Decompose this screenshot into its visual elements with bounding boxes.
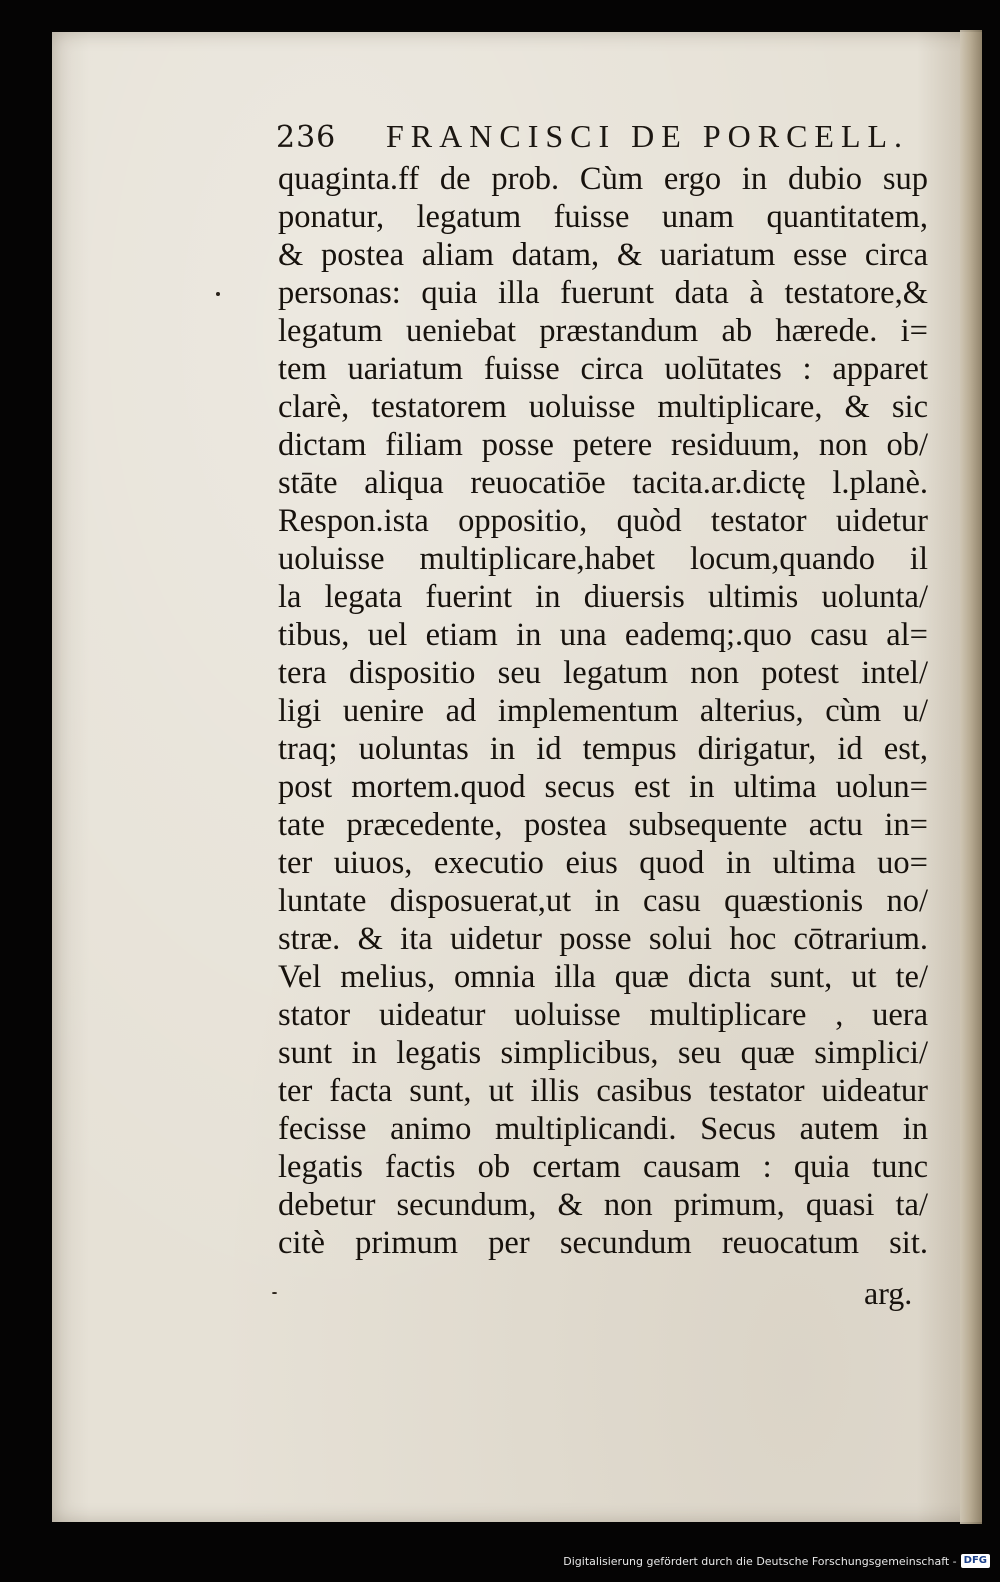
running-head: FRANCISCI DE PORCELL.: [386, 118, 910, 154]
text-line: stræ. & ita uidetur posse solui hoc cōtrarium.: [278, 921, 928, 957]
text-line: stāte aliqua reuocatiōe tacita.ar.dictę l.planè.: [278, 465, 928, 501]
text-line: citè primum per secundum reuocatum sit.: [278, 1225, 928, 1261]
text-line: legatum ueniebat præstandum ab hærede. i=: [278, 313, 928, 349]
text-line: tem uariatum fuisse circa uolūtates : apparet: [278, 351, 928, 387]
dfg-logo: DFG: [961, 1554, 990, 1568]
text-line: fecisse animo multiplicandi. Secus autem in: [278, 1111, 928, 1147]
body-text: [278, 160, 928, 1262]
text-line: post mortem.quod secus est in ultima uolun=: [278, 769, 928, 805]
text-line: debetur secundum, & non primum, quasi ta/: [278, 1187, 928, 1223]
credit-text: Digitalisierung gefördert durch die Deutsche Forschungsgemeinschaft -: [563, 1554, 957, 1568]
page-number: 236: [276, 120, 337, 155]
text-line: legatis factis ob certam causam : quia tunc: [278, 1149, 928, 1185]
digitization-credit: [563, 1551, 990, 1571]
catchword: arg.: [864, 1275, 913, 1311]
text-line: Vel melius, omnia illa quæ dicta sunt, ut te/: [278, 959, 928, 995]
text-line: ponatur, legatum fuisse unam quantitatem,: [278, 199, 928, 235]
text-line: traq; uoluntas in id tempus dirigatur, id est,: [278, 731, 928, 767]
text-line: & postea aliam datam, & uariatum esse circa: [278, 237, 928, 273]
ink-speck: [272, 1292, 277, 1294]
text-line: clarè, testatorem uoluisse multiplicare, & sic: [278, 389, 928, 425]
page-header: [276, 116, 916, 160]
text-line: tate præcedente, postea subsequente actu in=: [278, 807, 928, 843]
text-line: Respon.ista oppositio, quòd testator uidetur: [278, 503, 928, 539]
text-line: quaginta.ff de prob. Cùm ergo in dubio sup: [278, 161, 928, 197]
page-edge: [960, 30, 982, 1524]
text-line: uoluisse multiplicare,habet locum,quando il: [278, 541, 928, 577]
text-line: tibus, uel etiam in una eademq;.quo casu al=: [278, 617, 928, 653]
text-line: ter facta sunt, ut illis casibus testator uideatur: [278, 1073, 928, 1109]
ink-speck: [216, 292, 220, 296]
text-line: luntate disposuerat,ut in casu quæstionis no/: [278, 883, 928, 919]
text-line: la legata fuerint in diuersis ultimis uolunta/: [278, 579, 928, 615]
text-line: tera dispositio seu legatum non potest intel/: [278, 655, 928, 691]
text-line: dictam filiam posse petere residuum, non ob/: [278, 427, 928, 463]
text-line: stator uideatur uoluisse multiplicare , uera: [278, 997, 928, 1033]
text-line: ter uiuos, executio eius quod in ultima uo=: [278, 845, 928, 881]
text-line: personas: quia illa fuerunt data à testatore,&: [278, 275, 928, 311]
text-line: sunt in legatis simplicibus, seu quæ simplici/: [278, 1035, 928, 1071]
text-line: ligi uenire ad implementum alterius, cùm u/: [278, 693, 928, 729]
